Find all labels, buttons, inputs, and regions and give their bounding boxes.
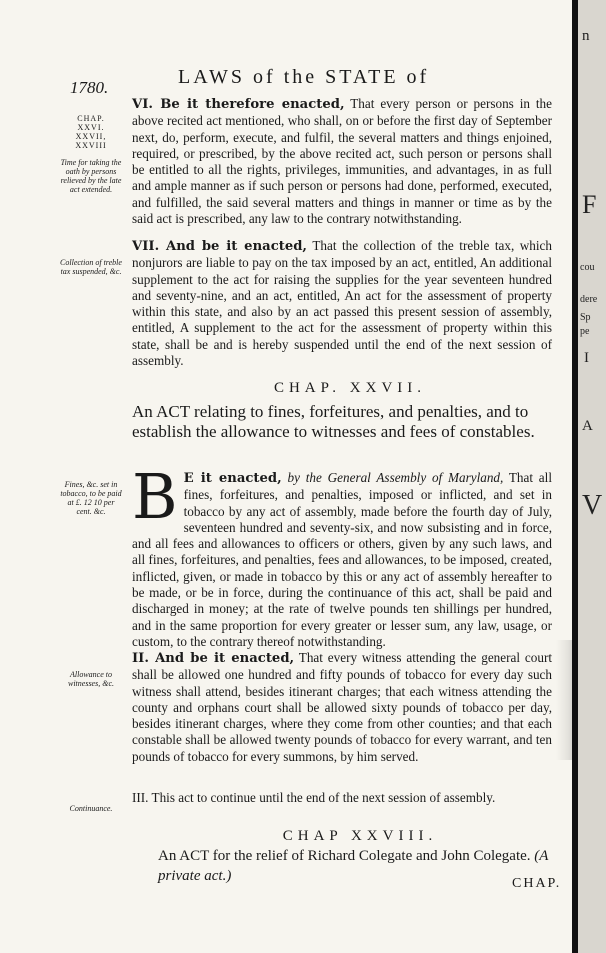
- margin-note-treble-tax: Collection of treble tax suspended, &c.: [60, 258, 122, 276]
- margin-chap-line: CHAP.: [77, 114, 105, 123]
- gutter-fragment: pe: [580, 326, 590, 337]
- margin-chapter-ref: [60, 114, 122, 150]
- gutter-fragment: Sp: [580, 312, 591, 323]
- running-title: LAWS of the STATE of: [178, 66, 430, 88]
- gutter-fragment: I: [584, 350, 589, 366]
- gutter-fragment: F: [582, 190, 597, 219]
- section-vi-body: That every person or persons in the above recited act mentioned, who shall, on or before the first day of September next, do, perform, execute, and fulfil, the several matters and things enjoined, required, or prescribed, by the above recited act, such person or persons shall be entitled to all the rights, privileges, immunities, and advantages, in as full and ample manner as if such person or persons had done, performed, executed, and fulfilled, the said several matters and things in manner or time as by the said act is prescribed, any law to the contrary notwithstanding.: [132, 96, 552, 227]
- margin-chap-line: XXVIII: [75, 141, 107, 150]
- section-vii: [132, 238, 552, 369]
- section-ii-body: That every witness attending the general court shall be allowed one hundred and fifty pounds of tobacco for every day such witness shall attend, besides itinerant charges; that each witness attending the county and orphans court shall be allowed sixty pounds of tobacco per day, besides itinerant charges, where they come from other counties; and that each constable shall be allowed twenty pounds of tobacco for every warrant, and ten pounds of tobacco for every summons, by him served.: [132, 650, 552, 764]
- section-i-italic: by the General Assembly of Maryland,: [287, 470, 504, 485]
- facing-page-edge: [572, 0, 606, 953]
- margin-note-allowance: Allowance to witnesses, &c.: [68, 670, 114, 688]
- chapter-27-section-iii: III. This act to continue until the end of the next session of assembly.: [132, 790, 496, 805]
- section-vi: [132, 96, 552, 227]
- gutter-fragment: n: [582, 28, 590, 44]
- chapter-28-note: (A private act.): [158, 848, 549, 884]
- chapter-27-section-i: [132, 460, 553, 650]
- chapter-27-section-ii: [132, 650, 552, 765]
- margin-note-continuance: Continuance.: [69, 804, 113, 813]
- section-ii-lead: II. And be it enacted,: [132, 651, 295, 666]
- section-i-lead: E it enacted,: [183, 471, 282, 486]
- margin-note-oath: Time for taking the oath by persons relieved by the late act extended.: [60, 158, 122, 194]
- chapter-28-title-text: An ACT for the relief of Richard Colegate and John Colegate.: [158, 848, 531, 864]
- section-i-body: That all fines, forfeitures, and penalties, imposed or inflicted, and set in tobacco by any act of assembly, made before the fourth day of July, seventeen hundred and seventy-six, and now subsisting and in force, and all fees and allowances to officers or others, given by any such laws, and all fines, forfeitures, and penalties, fees and allowances, to be imposed, created, inflicted, given, or made in tobacco by this or any act of assembly hereafter to be made, or be in force, during the continuance of this act, shall be paid and discharged in money; at the rate of twelve pounds ten shillings per hundred, and in the same proportion for every greater or lesser sum, any law, usage, or custom, to the contrary thereof notwithstanding.: [132, 470, 553, 649]
- chapter-27-heading: CHAP. XXVII.: [273, 380, 427, 396]
- margin-chap-line: XXVII,: [75, 132, 107, 141]
- section-vii-body: That the collection of the treble tax, which nonjurors are liable to pay on the tax imposed by an act, entitled, An additional supplement to the act for raising the supplies for the year seventeen hundred and seventy-nine, and an act, entitled, An act for the assessment of property within this state, and also by an act passed this present session of assembly, entitled, A supplement to the act for the assessment of property within this state, shall be and is hereby suspended until the end of the next session of assembly.: [132, 238, 552, 369]
- page-header: [70, 66, 570, 100]
- catchword: CHAP.: [512, 876, 562, 891]
- gutter-fragment: dere: [580, 294, 598, 305]
- gutter-fragment: cou: [580, 262, 595, 273]
- page-year: 1780.: [70, 78, 109, 97]
- dropcap-letter: B: [132, 460, 178, 533]
- chapter-28-heading: CHAP XXVIII.: [282, 828, 438, 844]
- chapter-27-title: An ACT relating to fines, forfeitures, and penalties, and to establish the allowance to witnesses and fees of constables.: [132, 402, 535, 441]
- margin-chap-line: XXVI.: [77, 123, 105, 132]
- gutter-fragment: A: [582, 418, 593, 434]
- gutter-fragment: V: [582, 490, 603, 521]
- section-vii-lead: VII. And be it enacted,: [132, 239, 308, 254]
- margin-note-fines: Fines, &c. set in tobacco, to be paid at £. 12 10 per cent. &c.: [60, 480, 122, 516]
- section-vi-lead: VI. Be it therefore enacted,: [132, 97, 345, 112]
